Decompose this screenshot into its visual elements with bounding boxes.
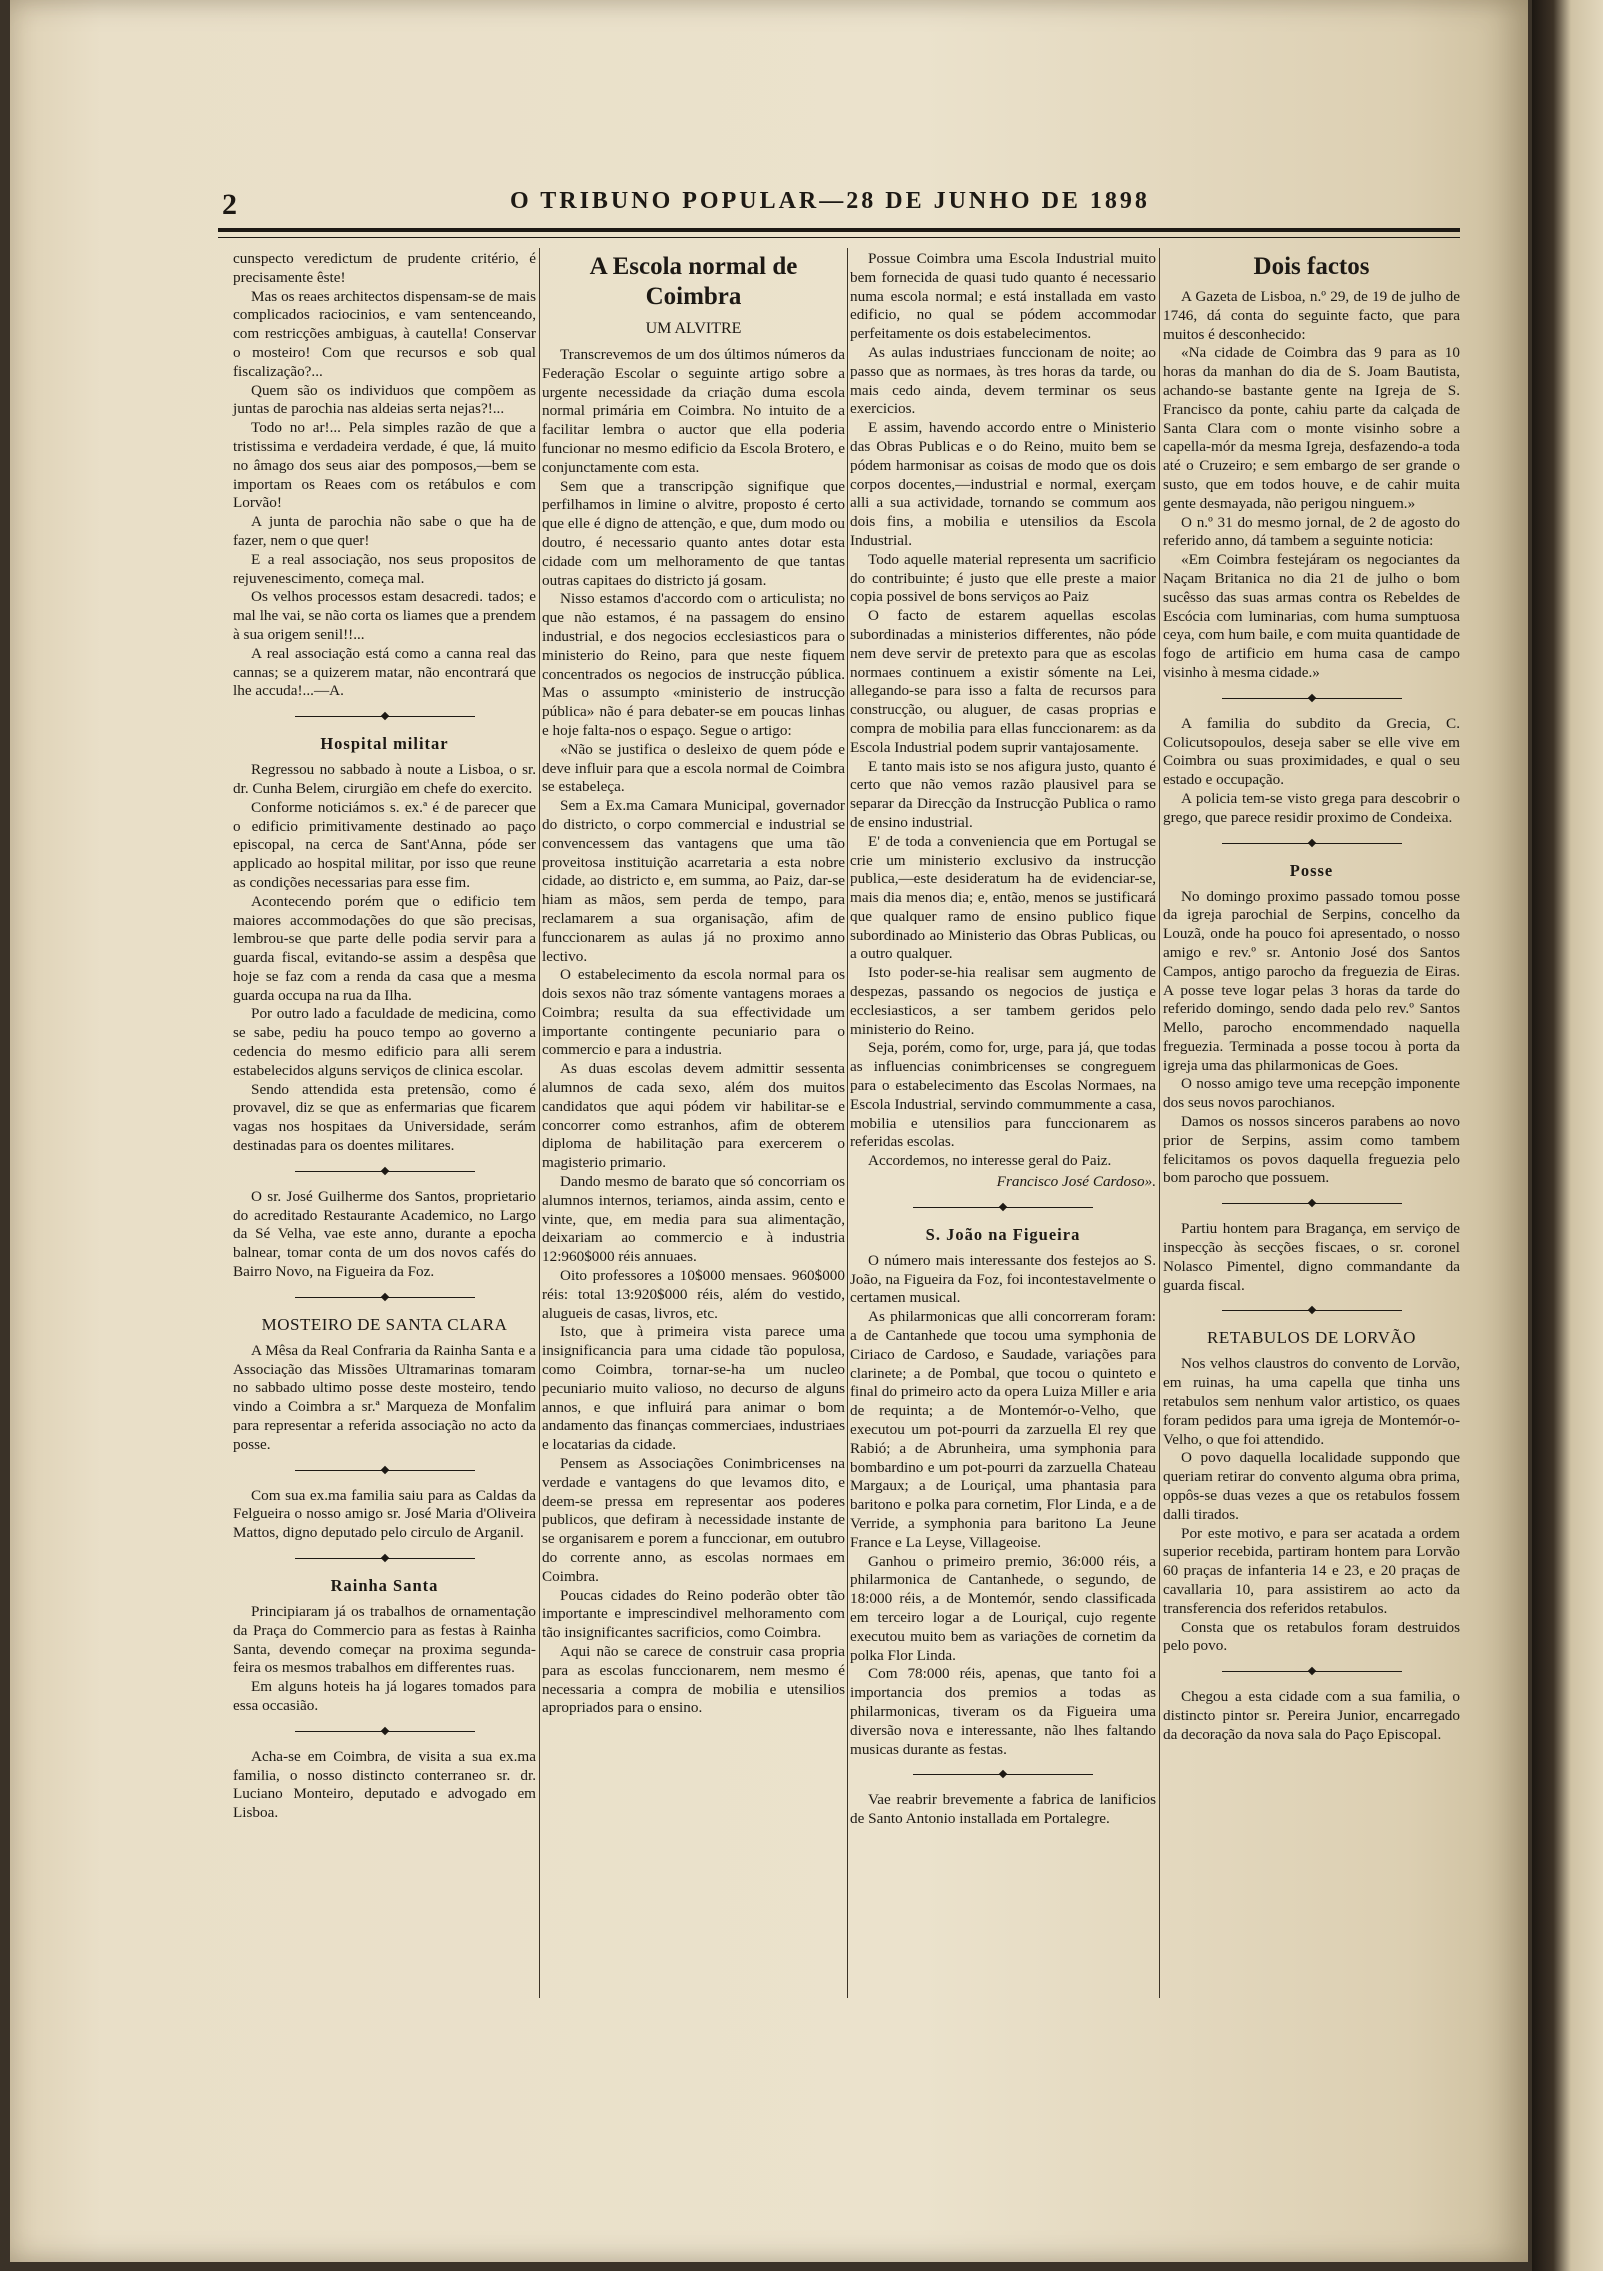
paragraph: E' de toda a conveniencia que em Portugal se crie um ministerio exclusivo da instrucção publica,—este desideratum ha de evidenciar-se, mais dia menos dia; e, então, menos se justificará que qualquer ramo de ensino publico fique subordinado ao Ministerio das Obras Publicas, ou a outro qualquer. (850, 832, 1156, 963)
paragraph: Possue Coimbra uma Escola Industrial muito bem fornecida de quasi tudo quanto é necessario numa escola normal; e está installada em vasto edificio, no qual se pódem accommodar perfeitamente os dois estabelecimentos. (850, 250, 1156, 343)
paragraph: Por outro lado a faculdade de medicina, como se sabe, pediu ha pouco tempo ao governo a cedencia do mesmo edificio para alli serem estabelecidos alguns serviços de clinica escolar. (233, 1005, 536, 1079)
paragraph: Regressou no sabbado à noute a Lisboa, o sr. dr. Cunha Belem, cirurgião em chefe do exercito. (233, 761, 536, 797)
paragraph: Com 78:000 réis, apenas, que tanto foi a importancia dos premios a todas as philarmonicas, tiveram os da Figueira uma diversão nova e interessante, não lhes faltando musicas durante as festas. (850, 1665, 1156, 1758)
paragraph: E assim, havendo accordo entre o Ministerio das Obras Publicas e o do Reino, muito bem se pódem harmonisar as coisas de modo que os dois corpos docentes,—industrial e normal, exerçam alli a sua actividade, tornando se commum aos dois fins, a mobilia e utensilios da Escola Industrial. (850, 419, 1156, 549)
paragraph: Oito professores a 10$000 mensaes. 960$000 réis: total 13:920$000 réis, além do vestido, alugueis de casas, livros, etc. (542, 1267, 845, 1322)
section-separator (295, 711, 475, 723)
column-rule (847, 248, 848, 1998)
paragraph: Pensem as Associações Conimbricenses na verdade e vantagens do que levamos dito, e deem-se pressa em representar aos poderes publicos, que defiram à necessidade instante de se organisarem e porem a funccionar, em outubro do corrente anno, as escolas normaes em Coimbra. (542, 1455, 845, 1585)
paragraph: Mas os reaes architectos dispensam-se de mais complicados raciocinios, e vam sentenceando, com restricções ambiguas, à cautella! Conservar o mosteiro! Com que recursos e sob qual fiscalização?... (233, 287, 536, 380)
paragraph: Nisso estamos d'accordo com o articulista; no que não estamos, é na passagem do ensino industrial, e dos negocios ecclesiasticos para o ministerio do Reino, para que neste fiquem concentrados os negocios de instrucção pública. Mas o assumpto «ministerio de instrucção pública» não é para debater-se em poucas linhas e hoje falta-nos o espaço. Segue o artigo: (542, 590, 845, 739)
paragraph: Chegou a esta cidade com a sua familia, o distincto pintor sr. Pereira Junior, encarregado da decoração da nova sala do Paço Episcopal. (1163, 1688, 1460, 1743)
masthead-title: O TRIBUNO POPULAR—28 DE JUNHO DE 1898 (510, 188, 1150, 214)
paragraph: As aulas industriaes funccionam de noite; ao passo que as normaes, às tres horas da tarde, ou mais cedo ainda, devem terminar os seus exercicios. (850, 343, 1156, 418)
signature: Francisco José Cardoso». (996, 1173, 1156, 1191)
section-separator (1222, 1198, 1402, 1210)
section-separator (1222, 1305, 1402, 1317)
paragraph: «Em Coimbra festejáram os negociantes da Naçam Britanica no dia 21 de julho o bom sucêsso das suas armas contra os Rebeldes de Escócia com luminarias, com huma sumptuosa ceya, com hum baile, e com muita quantidade de fogo de artificio em huma casa de campo visinho à mesma cidade.» (1163, 551, 1460, 681)
paragraph: Conforme noticiámos s. ex.ª é de parecer que o edificio primitivamente destinado ao paço episcopal, na cerca de Sant'Anna, póde ser applicado ao hospital militar, por isso que reune as condições necessarias para esse fim. (233, 798, 536, 891)
paragraph: Sendo attendida esta pretensão, como é provavel, diz se que as enfermarias que ficarem vagas nos hospitaes da Universidade, serám destinadas para os doentes militares. (233, 1080, 536, 1155)
paragraph: Por este motivo, e para ser acatada a ordem superior recebida, partiram hontem para Lorvão 60 praças de infanteria 14 e 23, e 20 praças de cavallaria 10, para assistirem ao acto da transferencia dos referidos retabulos. (1163, 1524, 1460, 1617)
paragraph: Com sua ex.ma familia saiu para as Caldas da Felgueira o nosso amigo sr. José Maria d'Oliveira Mattos, digno deputado pelo circulo de Arganil. (233, 1486, 536, 1542)
paragraph: «Na cidade de Coimbra das 9 para as 10 horas da manhan do dia de S. Joam Bautista, achando-se bastante gente na Igreja de S. Francisco da ponte, cahiu parte da calçada de Santa Clara com o monte visinho sobre a capella-mór da mesma Igreja, desfazendo-a toda até o Cruzeiro; e sem embargo de ser grande o susto, que em todos houve, e de cahir muita gente desmayada, não perigou ninguem.» (1163, 344, 1460, 512)
paragraph: Ganhou o primeiro premio, 36:000 réis, a philarmonica de Cantanhede, o segundo, de 18:000 réis, a de Montemór, sendo classificada em terceiro logar a de Louriçal, cujo regente executou muito bem as variações de cornetim da polka Flor Linda. (850, 1552, 1156, 1664)
paragraph: O n.º 31 do mesmo jornal, de 2 de agosto do referido anno, dá tambem a seguinte noticia: (1163, 513, 1460, 550)
paragraph: Sem a Ex.ma Camara Municipal, governador do districto, o corpo commercial e industrial se convencessem das vantagens que uma tão proveitosa instituição acarretaria a esta nobre cidade, ao districto e, em summa, ao Paiz, dar-se hiam as mãos, sem perda de tempo, para reclamarem a sua organisação, afim de funccionarem as aulas já no proximo anno lectivo. (542, 797, 845, 965)
article-heading: Dois factos (1253, 253, 1370, 280)
section-separator (295, 1166, 475, 1178)
paragraph: Dando mesmo de barato que só concorriam os alumnos internos, teriamos, ainda assim, cento e vinte, que, em media para sua alimentação, deixariam ao commercio e à industria 12:960$000 réis annuaes. (542, 1173, 845, 1266)
paragraph: A policia tem-se visto grega para descobrir o grego, que parece residir proximo de Condeixa. (1163, 789, 1460, 826)
paragraph: Em alguns hoteis ha já logares tomados para essa occasião. (233, 1678, 536, 1714)
paragraph: No domingo proximo passado tomou posse da igreja parochial de Serpins, concelho da Louzã, onde ha pouco foi apresentado, o nosso amigo e rev.º sr. Antonio José dos Santos Campos, antigo parocho da freguezia de Eiras. A posse teve logar pelas 3 horas da tarde do referido domingo, sendo dada pelo rev.º Santos Mello, parocho encommendado naquella freguezia. Terminada a posse tocou à porta da igreja uma das philarmonicas de Goes. (1163, 887, 1460, 1074)
paragraph: As philarmonicas que alli concorreram foram: a de Cantanhede que tocou uma symphonia de Ciriaco de Cardoso, e Saudade, variações para clarinete; a de Pombal, que tocou o quinteto e final do primeiro acto da opera Luiza Miller e aria de requinta; a de Montemór-o-Velho, que executou um pot-pourri da zarzuella El rey que Rabió; a de Abrunheira, uma symphonia para bombardino e um pot-pourri da zarzuella Chateau Margaux; a de Louriçal, uma phantasia para baritono e polka para cornetim, Flor Linda, e a de Verride, a symphonia para baritono La Jeune France e La Leyse, Villageoise. (850, 1308, 1156, 1551)
paragraph: O número mais interessante dos festejos ao S. João, na Figueira da Foz, foi incontestavelmente o certamen musical. (850, 1251, 1156, 1307)
paragraph: Principiaram já os trabalhos de ornamentação da Praça do Commercio para as festas à Rainha Santa, devendo começar na proxima segunda-feira os mesmos trabalhos em differentes ruas. (233, 1603, 536, 1677)
header-rule (218, 228, 1460, 238)
paragraph: E a real associação, nos seus propositos de rejuvenescimento, começa mal. (233, 550, 536, 587)
article-heading: Posse (1289, 860, 1334, 880)
column-4 (1163, 250, 1460, 1745)
paragraph: Acontecendo porém que o edificio tem maiores accommodações do que são precisas, lembrou-se que parte delle podia servir para a guarda fiscal, evitando-se assim a despêsa que hoje se faz com a renda da casa que a mesma guarda occupa na rua da Ilha. (233, 892, 536, 1004)
section-separator (1222, 693, 1402, 705)
article-subheading: UM ALVITRE (645, 320, 742, 337)
section-separator (295, 1292, 475, 1304)
paragraph: Quem são os individuos que compõem as juntas de parochia nas aldeias serta nejas?!... (233, 381, 536, 418)
section-separator (913, 1769, 1093, 1781)
section-separator (295, 1553, 475, 1565)
paragraph: E tanto mais isto se nos afigura justo, quanto é certo que não vemos razão plausivel para se separar da Direcção da Instrucção Publica o ramo de ensino industrial. (850, 757, 1156, 831)
paragraph: O povo daquella localidade suppondo que queriam retirar do convento alguma obra prima, oppôs-se duas vezes a que os retabulos fossem dalli tirados. (1163, 1449, 1460, 1523)
paragraph: Consta que os retabulos foram destruidos pelo povo. (1163, 1618, 1460, 1655)
column-rule (539, 248, 540, 1998)
paragraph: Todo no ar!... Pela simples razão de que a tristissima e verdadeira verdade, é que, lá muito no âmago dos seus aiar des pomposos,—bem se importam os Reaes com os retábulos e com Lorvão! (233, 419, 536, 512)
column-1 (233, 250, 536, 1823)
paragraph: A Mêsa da Real Confraria da Rainha Santa e a Associação das Missões Ultramarinas tomaram no sabbado ultimo posse deste mosteiro, tendo vindo a Coimbra a sr.ª Marqueza de Monfalim para representar a referida associação no acto da posse. (233, 1341, 536, 1453)
paragraph: cunspecto veredictum de prudente critério, é precisamente êste! (233, 250, 536, 286)
paragraph: Isto poder-se-hia realisar sem augmento de despezas, passando os negocios de justiça e ecclesiasticos, a ser tambem geridos pelo ministerio do Reino. (850, 964, 1156, 1038)
column-2 (542, 250, 845, 1718)
paragraph: Poucas cidades do Reino poderão obter tão importante e imprescindivel melhoramento com tão insignificantes sacrificios, como Coimbra. (542, 1586, 845, 1642)
article-heading: A Escola normal de Coimbra (589, 253, 798, 310)
section-separator (1222, 838, 1402, 850)
paragraph: «Não se justifica o desleixo de quem póde e deve influir para que a escola normal de Coimbra se estabeleça. (542, 740, 845, 796)
paragraph: Os velhos processos estam desacredi. tados; e mal lhe vai, se não corta os liames que a prendem à sua origem senil!!... (233, 588, 536, 643)
paragraph: Acha-se em Coimbra, de visita a sua ex.ma familia, o nosso distincto conterraneo sr. dr. Luciano Monteiro, deputado e advogado em Lisboa. (233, 1747, 536, 1822)
paragraph: Damos os nossos sinceros parabens ao novo prior de Serpins, assim como tambem felicitamos os povos daquella freguezia pelo bom parocho que possuem. (1163, 1113, 1460, 1187)
section-separator (1222, 1666, 1402, 1678)
paragraph: Seja, porém, como for, urge, para já, que todas as influencias conimbricenses se congreguem para o estabelecimento das Escolas Normaes, na Escola Industrial, servindo commummente a casa, mobilia e utensilios para funccionarem as referidas escolas. (850, 1039, 1156, 1151)
paragraph: Todo aquelle material representa um sacrificio do contribuinte; é justo que elle preste a maior copia possivel de bons serviços ao Paiz (850, 550, 1156, 606)
section-separator (295, 1726, 475, 1738)
paragraph: Isto, que à primeira vista parece uma insignificancia para uma cidade tão populosa, como Coimbra, tornar-se-ha um nucleo pecuniario muito valioso, no decurso de alguns annos, e que influirá para animar o bom andamento das finanças commerciaes, industriaes e locatarias da cidade. (542, 1323, 845, 1454)
paragraph: Aqui não se carece de construir casa propria para as escolas funccionarem, nem mesmo é necessaria a compra de mobilia e utensilios apropriados para o ensino. (542, 1642, 845, 1717)
paragraph: Vae reabrir brevemente a fabrica de lanificios de Santo Antonio installada em Portalegre. (850, 1791, 1156, 1828)
paragraph: O facto de estarem aquellas escolas subordinadas a ministerios differentes, não póde nem deve servir de pretexto para que as escolas normaes continuem a existir sómente na Lei, allegando-se para isso a falta de recursos para construcção, ou aluguer, de casas proprias e compra de mobilia para ellas funccionarem: as da Escola Industrial podem suprir vantajosamente. (850, 607, 1156, 756)
page-number: 2 (222, 188, 237, 221)
paragraph: Accordemos, no interesse geral do Paiz. (868, 1152, 1112, 1170)
paragraph: Transcrevemos de um dos últimos números da Federação Escolar o seguinte artigo sobre a urgente necessidade da criação duma escola normal primária em Coimbra. No intuito de a facilitar lembra o auctor que ella poderia funcionar no mesmo edificio da Escola Brotero, e conjunctamente com esta. (542, 346, 845, 476)
paragraph: A real associação está como a canna real das cannas; se a quizerem matar, não encontrará que lhe accuda!...—A. (233, 644, 536, 700)
column-rule (1159, 248, 1160, 1998)
article-heading: S. João na Figueira (925, 1224, 1081, 1244)
paragraph: A familia do subdito da Grecia, C. Colicutsopoulos, deseja saber se elle vive em Coimbra ou suas proximidades, e qual o seu estado e occupação. (1163, 714, 1460, 789)
article-heading: RETABULOS DE LORVÃO (1207, 1328, 1416, 1348)
column-3 (850, 250, 1156, 1829)
facing-page-edge (1532, 0, 1603, 2271)
paragraph: Sem que a transcripção signifique que perfilhamos in limine o alvitre, proposto é certo que elle é digno de attenção, e que, dum modo ou doutro, é necessario quanto antes dotar esta cidade com um melhoramento de que tantas outras capitaes do districto já gosam. (542, 477, 845, 589)
article-heading: MOSTEIRO DE SANTA CLARA (261, 1314, 508, 1334)
paragraph: A junta de parochia não sabe o que ha de fazer, nem o que quer! (233, 513, 536, 549)
paragraph: A Gazeta de Lisboa, n.º 29, de 19 de julho de 1746, dá conta do seguinte facto, que para muitos é desconhecido: (1163, 288, 1460, 343)
paragraph: Partiu hontem para Bragança, em serviço de inspecção às secções fiscaes, o sr. coronel Nolasco Pimentel, digno commandante da guarda fiscal. (1163, 1220, 1460, 1294)
paragraph: O sr. José Guilherme dos Santos, proprietario do acreditado Restaurante Academico, no Largo da Sé Velha, vae este anno, durante a epocha balnear, tomar conta de um dos novos cafés do Bairro Novo, na Figueira da Foz. (233, 1187, 536, 1281)
article-heading: Rainha Santa (330, 1576, 439, 1596)
article-heading: Hospital militar (320, 734, 449, 754)
paragraph: O estabelecimento da escola normal para os dois sexos não traz sómente vantagens moraes a Coimbra; resulta da sua effectividade um importante contingente pecuniario para o commercio e para a industria. (542, 966, 845, 1059)
paragraph: O nosso amigo teve uma recepção imponente dos seus novos parochianos. (1163, 1075, 1460, 1112)
paragraph: As duas escolas devem admittir sessenta alumnos de cada sexo, além dos muitos candidatos que aqui pódem vir habilitar-se e concorrer como estranhos, afim de obterem diploma de habilitação para exercerem o magisterio primario. (542, 1060, 845, 1172)
paragraph: Nos velhos claustros do convento de Lorvão, em ruinas, ha uma capella que tinha uns retabulos sem nenhum valor artistico, os quaes foram pedidos para uma igreja de Montemór-o-Velho, o que foi attendido. (1163, 1355, 1460, 1448)
section-separator (913, 1202, 1093, 1214)
section-separator (295, 1465, 475, 1477)
